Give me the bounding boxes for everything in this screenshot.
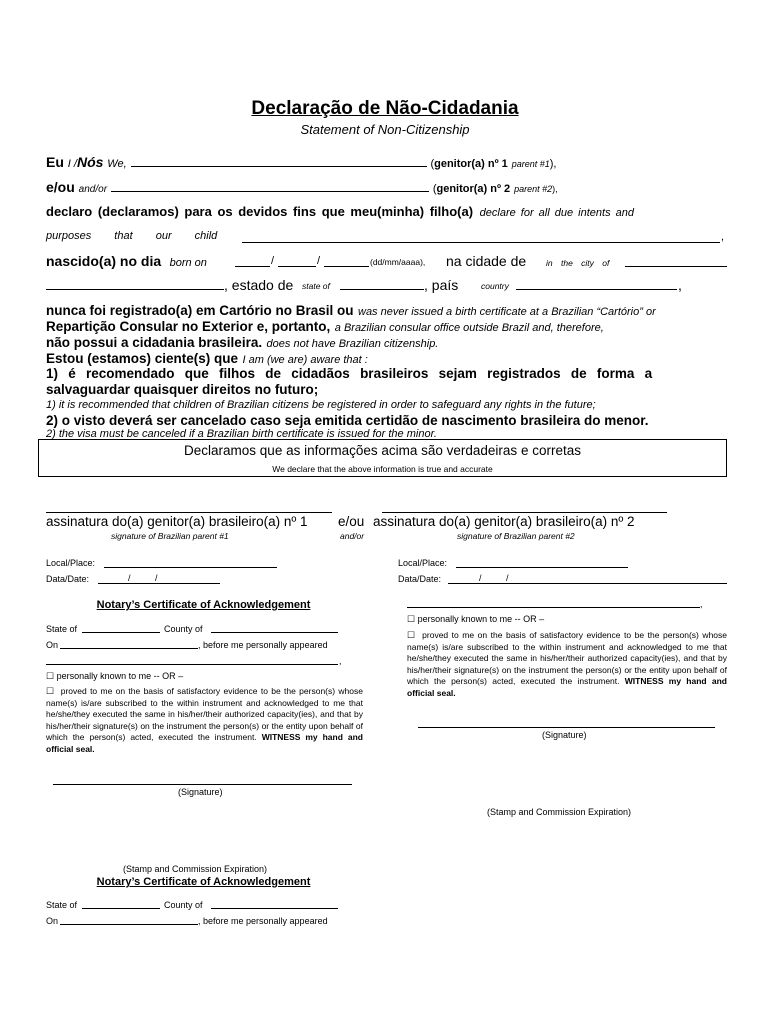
- signature-label-middle: e/ou: [338, 514, 365, 529]
- eu-en-label: I /: [67, 158, 77, 170]
- date-format-hint: (dd/mm/aaaa),: [370, 257, 426, 267]
- item1-pt: 1) é recomendado que filhos de cidadãos brasileiros sejam registrados de forma a: [46, 366, 653, 381]
- item1-pt-cont: salvaguardar quaisquer direitos no futuro;: [46, 382, 319, 397]
- item2-en: 2) the visa must be canceled if a Brazilian birth certificate is issued for the minor.: [46, 428, 437, 440]
- on-label-bottom: On: [46, 916, 59, 926]
- date-field-right[interactable]: [448, 583, 727, 584]
- appeared-name-field-right[interactable]: [407, 607, 700, 608]
- date-field-left[interactable]: [98, 583, 220, 584]
- signature-caption-left: (Signature): [178, 787, 223, 797]
- statement-line-3: não possui a cidadania brasileira. does not have Brazilian citizenship.: [46, 335, 439, 350]
- checkbox-icon[interactable]: ☐: [46, 686, 55, 696]
- signature-line-notary-left[interactable]: [53, 784, 352, 785]
- declaration-sub: We declare that the above information is true and accurate: [272, 464, 493, 474]
- genitor2-label: genitor(a) nº 2: [436, 183, 511, 195]
- statement-line-2: Repartição Consular no Exterior e, portanto, a Brazilian consular office outside Brazil and, therefore,: [46, 319, 604, 334]
- child-comma: ,: [721, 231, 725, 243]
- on-label-left: On: [46, 640, 59, 650]
- state-label-left: State of: [46, 624, 78, 634]
- child-name-field[interactable]: [242, 242, 720, 243]
- birth-year-field[interactable]: [324, 266, 369, 267]
- date-label-left: Data/Date:: [46, 574, 90, 584]
- state-field-lead[interactable]: [46, 289, 224, 290]
- declaro-en-label: declare for all due intents and: [479, 207, 634, 219]
- signature-en-middle: and/or: [340, 531, 365, 541]
- county-field-left[interactable]: [211, 632, 338, 633]
- signature-caption-right: (Signature): [542, 730, 587, 740]
- appeared-left: , before me personally appeared: [198, 640, 328, 650]
- stamp-caption-left: (Stamp and Commission Expiration): [123, 864, 268, 874]
- stamp-caption-right: (Stamp and Commission Expiration): [487, 807, 632, 817]
- state-field-left[interactable]: [82, 632, 160, 633]
- state-field[interactable]: [340, 289, 424, 290]
- genitor1-label: genitor(a) nº 1: [434, 158, 508, 170]
- declaration-main: Declaramos que as informações acima são verdadeiras e corretas: [184, 443, 581, 458]
- signature-label-parent1: assinatura do(a) genitor(a) brasileiro(a) nº 1: [46, 514, 308, 529]
- notary-title-left: Notary’s Certificate of Acknowledgement: [96, 599, 311, 611]
- eu-label: Eu: [46, 154, 64, 170]
- checkbox-icon[interactable]: ☐: [407, 630, 416, 640]
- local-field-left[interactable]: [104, 567, 277, 568]
- eou-en-label: and/or: [78, 184, 108, 195]
- signature-line-notary-right[interactable]: [418, 727, 715, 728]
- page-subtitle: Statement of Non-Citizenship: [300, 122, 470, 137]
- checkbox-icon[interactable]: ☐: [407, 614, 416, 624]
- proved-paragraph-left: ☐ proved to me on the basis of satisfactory evidence to be the person(s) whose name(s) is/are subscribed to the within instrument and acknowledged to me that he/she/they executed the same in his/her/their authorized capacity(ies), and that by his/her/their signature(s) on the instrument the person(s) or the entity upon behalf of which the person(s) acted, executed the instrument. WITNESS my hand and official seal.: [46, 686, 363, 754]
- genitor2-en-label: parent #2: [514, 184, 553, 194]
- signature-line-parent2[interactable]: [382, 512, 667, 513]
- local-label-right: Local/Place:: [398, 558, 448, 568]
- item2-pt: 2) o visto deverá ser cancelado caso seja emitida certidão de nascimento brasileira do menor.: [46, 413, 649, 428]
- signature-line-parent1[interactable]: [46, 512, 332, 513]
- estado-label: , estado de: [224, 277, 294, 293]
- notary-title-bottom: Notary’s Certificate of Acknowledgement: [96, 876, 311, 888]
- known-option-right[interactable]: ☐ personally known to me -- OR –: [407, 614, 545, 624]
- purposes-label: purposes that our child: [46, 230, 218, 242]
- nos-en-label: We,: [107, 158, 127, 170]
- cidade-label: na cidade de: [446, 253, 527, 269]
- eou-label: e/ou: [46, 179, 75, 195]
- page-title: Declaração de Não-Cidadania: [251, 98, 519, 119]
- known-option-left[interactable]: ☐ personally known to me -- OR –: [46, 671, 184, 681]
- pais-label: , país: [424, 277, 459, 293]
- nascido-en-label: born on: [169, 257, 207, 269]
- statement-line-1: nunca foi registrado(a) em Cartório no Brasil ou was never issued a birth certificate at a Brazilian “Cartório” or: [46, 303, 656, 318]
- item1-en: 1) it is recommended that children of Brazilian citizens be registered in order to safeguard any rights in the future;: [46, 399, 596, 411]
- state-label-bottom: State of: [46, 900, 78, 910]
- nascido-label: nascido(a) no dia: [46, 253, 162, 269]
- parent1-row: Eu I /Nós We, (genitor(a) nº 1 parent #1),: [46, 154, 557, 170]
- nos-label: Nós: [76, 154, 104, 170]
- county-field-bottom[interactable]: [211, 908, 338, 909]
- local-field-right[interactable]: [456, 567, 628, 568]
- local-label-left: Local/Place:: [46, 558, 96, 568]
- county-label-bottom: County of: [164, 900, 203, 910]
- date-label-right: Data/Date:: [398, 574, 442, 584]
- cidade-en-label: in the city of: [546, 258, 610, 268]
- checkbox-icon[interactable]: ☐: [46, 671, 55, 681]
- appeared-bottom: , before me personally appeared: [198, 916, 328, 926]
- on-date-field-bottom[interactable]: [60, 924, 198, 925]
- signature-en-parent1: signature of Brazilian parent #1: [111, 531, 229, 541]
- parent1-name-field[interactable]: [131, 155, 427, 167]
- birth-month-field[interactable]: [278, 266, 316, 267]
- on-date-field-left[interactable]: [60, 648, 198, 649]
- parent2-row: e/ou and/or (genitor(a) nº 2 parent #2),: [46, 179, 558, 195]
- signature-label-parent2: assinatura do(a) genitor(a) brasileiro(a) nº 2: [373, 514, 635, 529]
- country-field[interactable]: [516, 289, 677, 290]
- declaro-label: declaro (declaramos) para os devidos fins que meu(minha) filho(a): [46, 204, 474, 219]
- state-field-bottom[interactable]: [82, 908, 160, 909]
- signature-en-parent2: signature of Brazilian parent #2: [457, 531, 575, 541]
- genitor1-en-label: parent #1: [511, 159, 550, 169]
- appeared-name-field-left[interactable]: [46, 664, 338, 665]
- county-label-left: County of: [164, 624, 203, 634]
- birth-row: [46, 253, 207, 271]
- estado-en-label: state of: [302, 281, 330, 291]
- city-field[interactable]: [625, 266, 727, 267]
- parent2-name-field[interactable]: [111, 180, 429, 192]
- pais-en-label: country: [481, 281, 509, 291]
- statement-line-4: Estou (estamos) ciente(s) que I am (we are) aware that :: [46, 351, 368, 366]
- declaration-box: [38, 439, 727, 477]
- birth-day-field[interactable]: [235, 266, 270, 267]
- proved-paragraph-right: ☐ proved to me on the basis of satisfactory evidence to be the person(s) whose name(s) is/are subscribed to the within instrument and acknowledged to me that he/she/they executed the same in his/her/their authorized capacity(ies), and that by his/her/their signature(s) on the instrument the person(s) or the entity upon behalf of which the person(s) acted, executed the instrument. WITNESS my hand and official seal.: [407, 630, 727, 698]
- declaro-row: [46, 204, 634, 219]
